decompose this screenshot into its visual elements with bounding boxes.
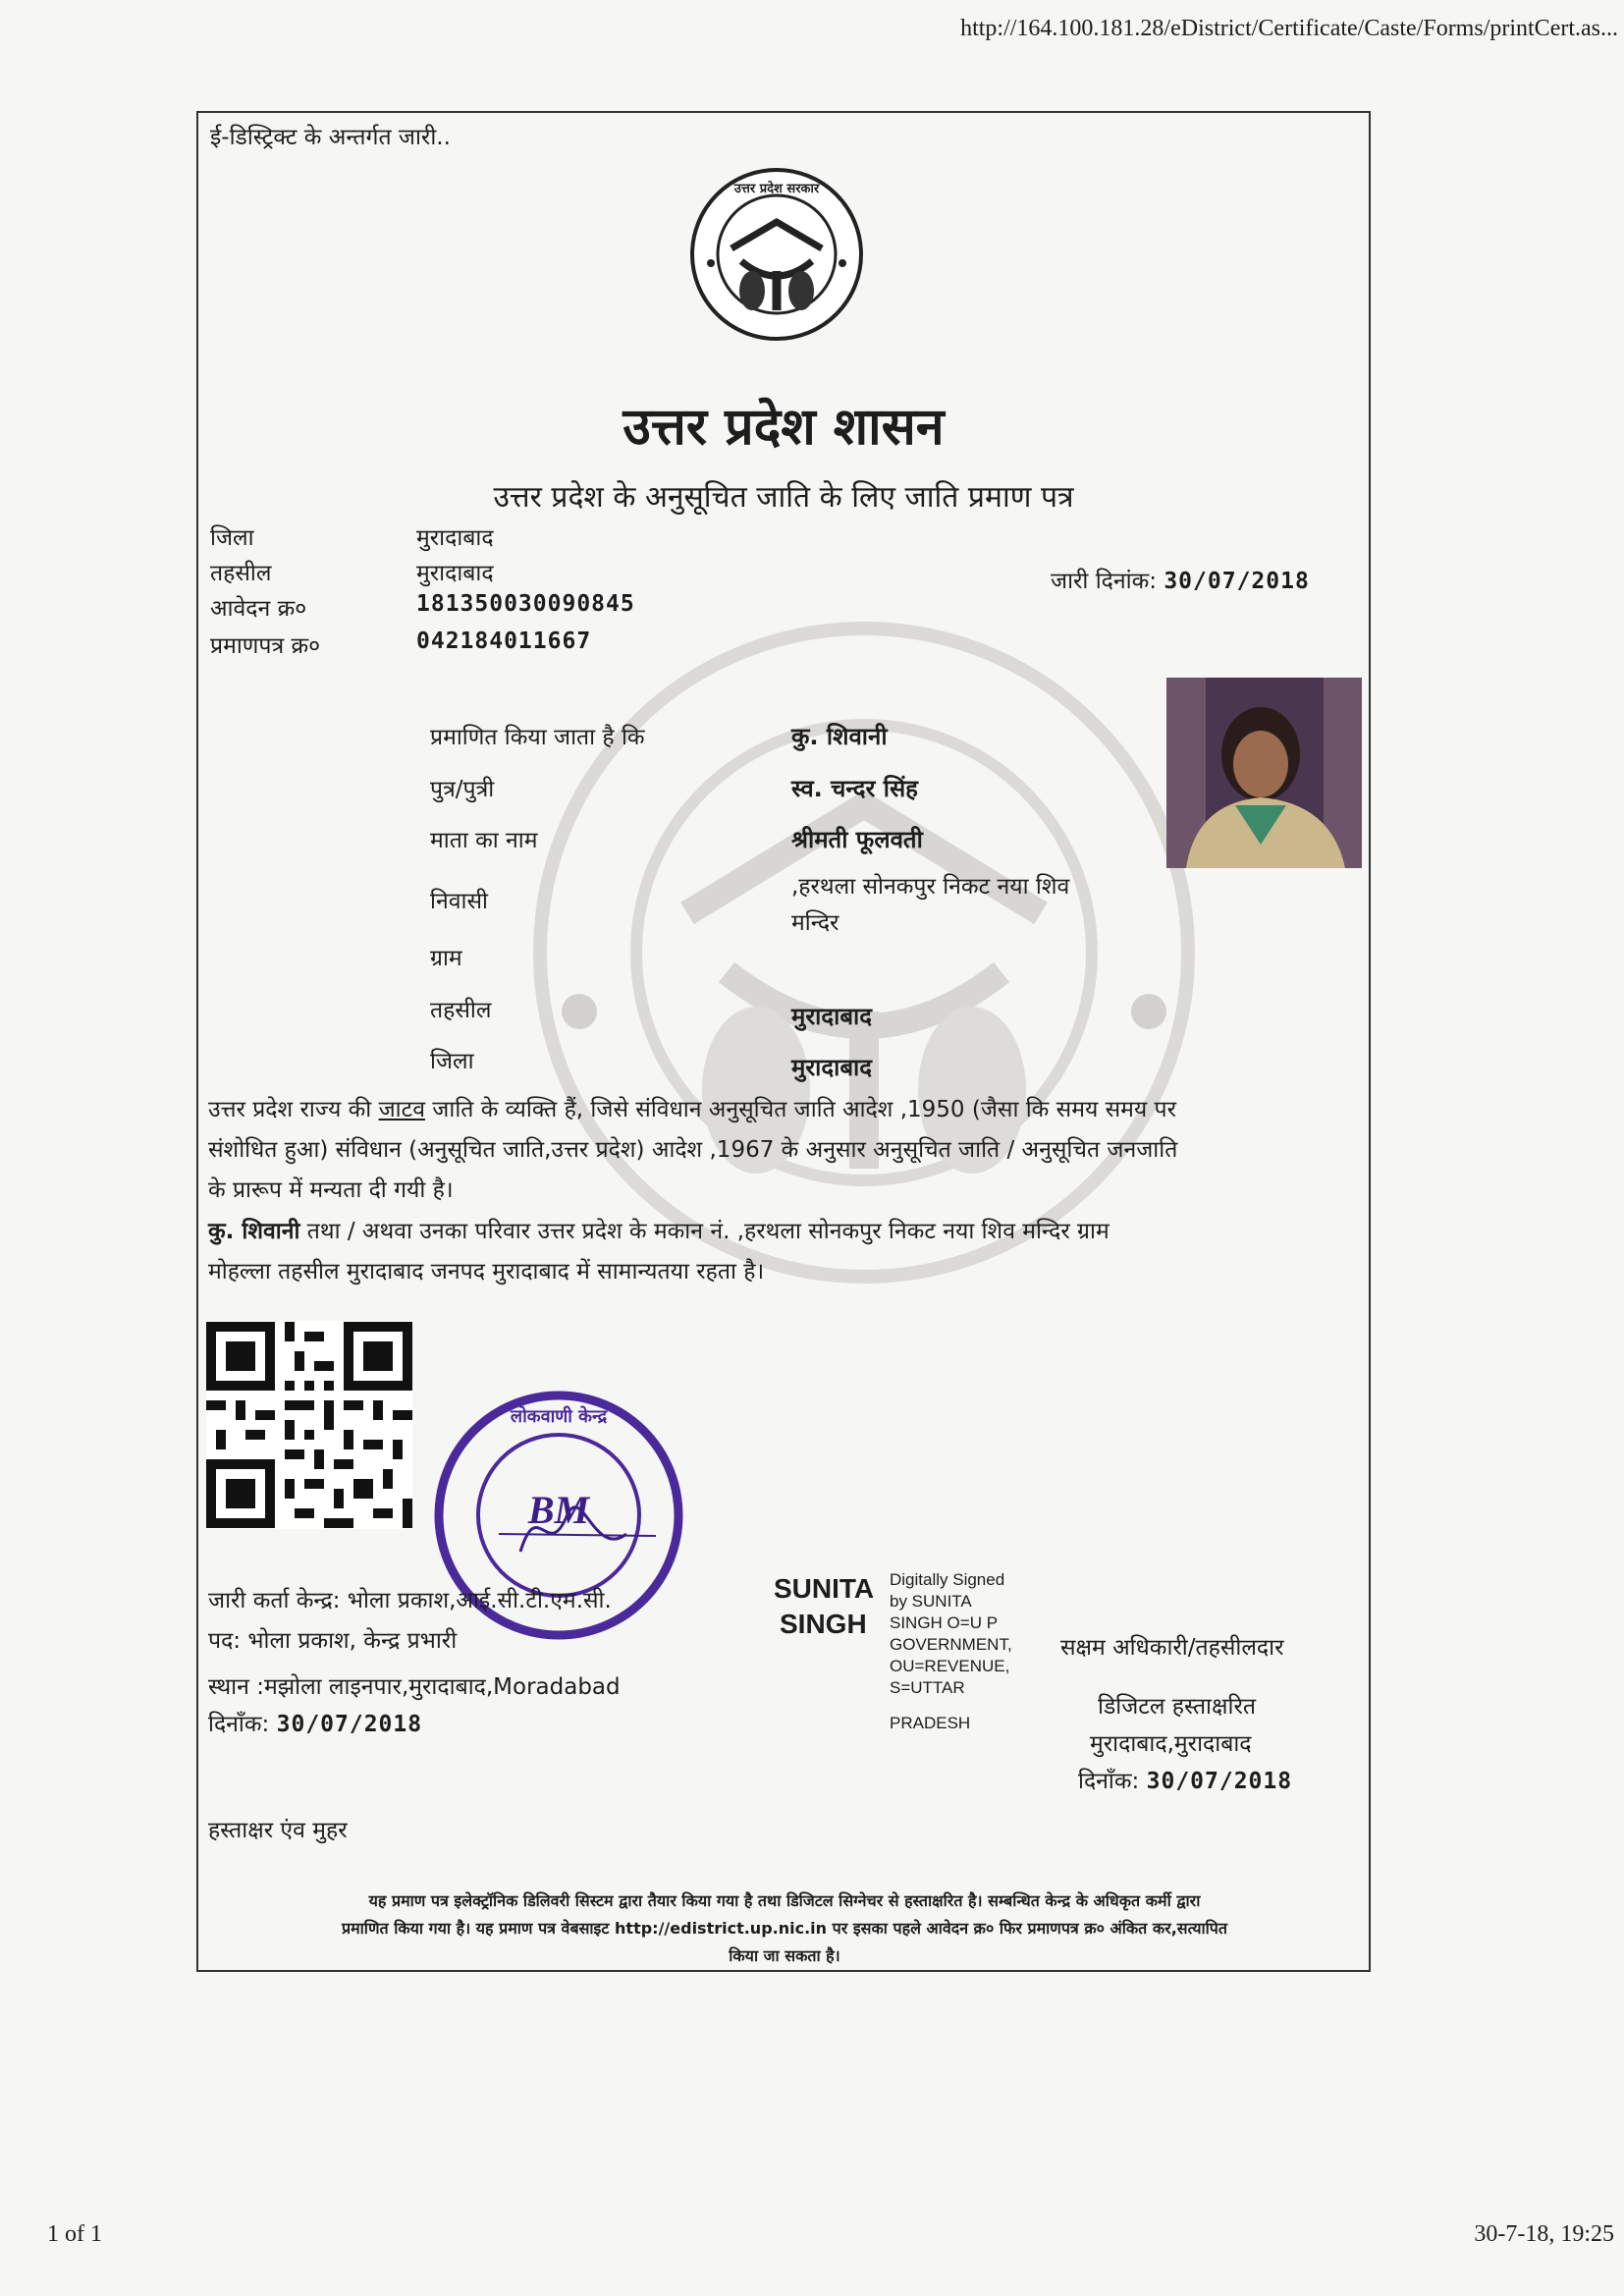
application-number-value: 181350030090845 [416,591,635,617]
address-line2: मन्दिर [791,910,839,936]
caste-paragraph-line1 [208,1090,1367,1130]
district-value: मुरादाबाद [416,525,494,551]
certificate-subtitle: उत्तर प्रदेश के अनुसूचित जाति के लिए जाति प्रमाण पत्र [493,480,1074,515]
digital-sign-details [890,1569,1047,1734]
signer-first-name: SUNITA [774,1573,875,1604]
emblem-text: उत्तर प्रदेश सरकार [733,182,820,196]
village-label: ग्राम [430,946,462,971]
parent-name: स्व. चन्दर सिंह [791,775,918,802]
detail-district-label: जिला [430,1049,474,1074]
certificate-number-value: 042184011667 [416,629,592,654]
para1-part2: जाति के व्यक्ति हैं, जिसे संविधान अनुसूचित जाति आदेश ,1950 (जैसा कि समय समय पर [424,1097,1177,1122]
caste-paragraph [208,1090,1367,1211]
tehsil-label: तहसील [210,561,272,586]
certificate-title: उत्तर प्रदेश शासन [623,398,945,457]
certify-label: प्रमाणित किया जाता है कि [430,725,645,750]
stamp-text: लोकवाणी केन्द्र [510,1406,608,1427]
sign-detail-1: Digitally Signed [890,1570,1005,1589]
person-photo-icon [1166,678,1362,868]
print-url: http://164.100.181.28/eDistrict/Certificate/Caste/Forms/printCert.as... [960,16,1618,41]
detail-tehsil-value: मुरादाबाद [791,1003,873,1030]
issuer-center: जारी कर्ता केन्द्र: भोला प्रकाश,आई.सी.टी.एम.सी. [208,1588,612,1613]
qr-code [206,1321,412,1529]
signer-last-name: SINGH [780,1609,867,1639]
authority-date-value: 30/07/2018 [1146,1769,1293,1794]
footer-note-line2: प्रमाणित किया गया है। यह प्रमाण पत्र वेबसाइट http://edistrict.up.nic.in पर इसका पहले आवेदन क्र० फिर प्रमाणपत्र क्र० अंकित कर,सत्यापित [341,1919,1228,1938]
qr-code-icon [206,1321,412,1529]
authority-place: मुरादाबाद,मुरादाबाद [1090,1731,1252,1757]
page-number: 1 of 1 [47,2221,102,2247]
applicant-photo [1166,678,1362,868]
certificate-number-label: प्रमाणपत्र क्र० [210,633,321,659]
digitally-signed-label: डिजिटल हस्ताक्षरित [1098,1694,1256,1720]
authority-date [1078,1764,1292,1795]
residence-paragraph [208,1212,1367,1292]
footer-note-line1: यह प्रमाण पत्र इलेक्ट्रॉनिक डिलिवरी सिस्टम द्वारा तैयार किया गया है तथा डिजिटल सिग्नेचर से हस्ताक्षरित है। सम्बन्धित केन्द्र के अधिकृत कर्मी द्वारा [368,1891,1201,1910]
district-label: जिला [210,525,254,551]
resident-label: निवासी [430,889,488,914]
issuer-post: पद: भोला प्रकाश, केन्द्र प्रभारी [208,1628,458,1654]
issuer-date-value: 30/07/2018 [276,1712,423,1737]
residence-paragraph-line1 [208,1212,1367,1252]
issuer-date [208,1707,422,1738]
mother-label: माता का नाम [430,828,538,853]
para1-part1: उत्तर प्रदेश राज्य की [208,1097,379,1122]
authority-title: सक्षम अधिकारी/तहसीलदार [1060,1635,1284,1661]
caste-paragraph-line3: के प्रारूप में मन्यता दी गयी है। [208,1177,454,1203]
issue-date-label: जारी दिनांक: [1051,569,1158,594]
stamp-initials: BM [527,1488,590,1532]
sign-detail-7: PRADESH [890,1714,971,1732]
parent-label: पुत्र/पुत्री [430,777,495,802]
issue-date [1051,564,1310,595]
residence-paragraph-line2: मोहल्ला तहसील मुरादाबाद जनपद मुरादाबाद में सामान्यतया रहता है। [208,1259,765,1285]
sign-detail-5: OU=REVENUE, [890,1657,1010,1675]
sign-detail-3: SINGH O=U P [890,1613,999,1632]
mother-name: श्रीमती फूलवती [791,826,923,853]
issuer-place: स्थान :मझोला लाइनपार,मुरादाबाद,Moradabad [208,1674,621,1700]
tehsil-value: मुरादाबाद [416,561,494,586]
detail-district-value: मुरादाबाद [791,1054,873,1081]
caste-paragraph-line2: संशोधित हुआ) संविधान (अनुसूचित जाति,उत्तर प्रदेश) आदेश ,1967 के अनुसार अनुसूचित जाति / अनुसूचित जनजाति [208,1137,1178,1163]
issuer-date-label: दिनाँक: [208,1712,270,1737]
sign-detail-4: GOVERNMENT, [890,1635,1012,1654]
issue-date-value: 30/07/2018 [1164,569,1310,594]
signature-seal-label: हस्ताक्षर एंव मुहर [208,1818,348,1843]
authority-date-label: दिनाँक: [1078,1769,1140,1794]
applicant-name: कु. शिवानी [791,723,888,750]
address-line1: ,हरथला सोनकपुर निकट नया शिव [791,874,1070,900]
residence-applicant-name: कु. शिवानी [208,1219,300,1244]
detail-tehsil-label: तहसील [430,998,492,1023]
sign-detail-2: by SUNITA [890,1592,972,1611]
print-timestamp: 30-7-18, 19:25 [1474,2221,1614,2247]
state-emblem [687,165,866,344]
para2-rest: तथा / अथवा उनका परिवार उत्तर प्रदेश के मकान नं. ,हरथला सोनकपुर निकट नया शिव मन्दिर ग्राम [299,1219,1110,1244]
footer-note-line3: किया जा सकता है। [729,1946,840,1965]
footer-note [210,1887,1359,1970]
caste-name: जाटव [378,1097,425,1122]
issued-under-text: ई-डिस्ट्रिक्ट के अन्तर्गत जारी.. [210,125,451,150]
sign-detail-6: S=UTTAR [890,1678,965,1697]
application-number-label: आवेदन क्र० [210,596,307,622]
